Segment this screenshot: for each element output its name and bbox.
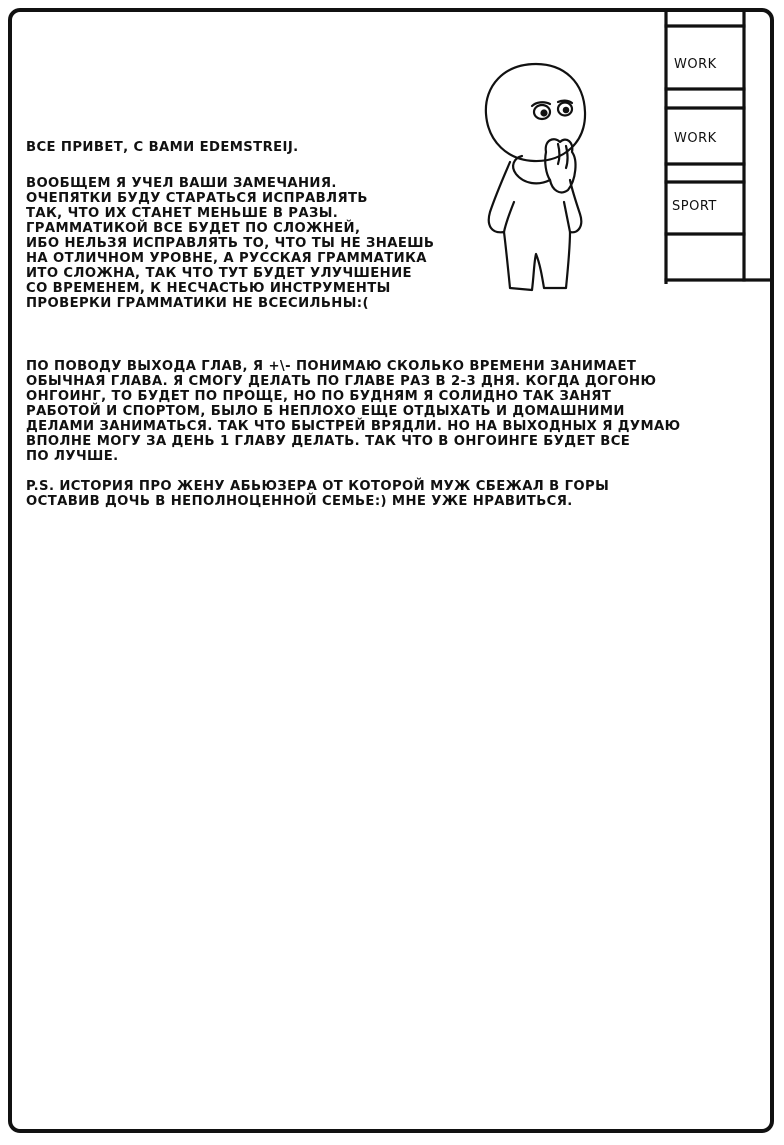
text-line: НА ОТЛИЧНОМ УРОВНЕ, А РУССКАЯ ГРАММАТИКА (26, 251, 427, 266)
text-line: ОБЫЧНАЯ ГЛАВА. Я СМОГУ ДЕЛАТЬ ПО ГЛАВЕ РАЗ В 2-3 ДНЯ. КОГДА ДОГОНЮ (26, 374, 657, 389)
comic-panel (8, 8, 774, 1133)
release-schedule-paragraph (26, 359, 681, 464)
text-line: ВООБЩЕМ Я УЧЕЛ ВАШИ ЗАМЕЧАНИЯ. (26, 176, 337, 191)
text-line: ОСТАВИВ ДОЧЬ В НЕПОЛНОЦЕННОЙ СЕМЬЕ:) МНЕ УЖЕ НРАВИТЬСЯ. (26, 494, 573, 509)
text-line: ТАК, ЧТО ИХ СТАНЕТ МЕНЬШЕ В РАЗЫ. (26, 206, 339, 221)
postscript-paragraph (26, 479, 609, 509)
text-line: ВПОЛНЕ МОГУ ЗА ДЕНЬ 1 ГЛАВУ ДЕЛАТЬ. ТАК ЧТО В ОНГОИНГЕ БУДЕТ ВСЕ (26, 434, 631, 449)
shelf-label-sport: SPORT (672, 199, 717, 214)
text-line: ОНГОИНГ, ТО БУДЕТ ПО ПРОЩЕ, НО ПО БУДНЯМ Я СОЛИДНО ТАК ЗАНЯТ (26, 389, 612, 404)
shelf-drawing (662, 8, 774, 284)
text-line: РАБОТОЙ И СПОРТОМ, БЫЛО Б НЕПЛОХО ЕЩЕ ОТДЫХАТЬ И ДОМАШНИМИ (26, 404, 625, 419)
text-line: P.S. ИСТОРИЯ ПРО ЖЕНУ АБЬЮЗЕРА ОТ КОТОРОЙ МУЖ СБЕЖАЛ В ГОРЫ (26, 479, 610, 494)
text-line: ОЧЕПЯТКИ БУДУ СТАРАТЬСЯ ИСПРАВЛЯТЬ (26, 191, 368, 206)
text-line: ПО ПОВОДУ ВЫХОДА ГЛАВ, Я +\- ПОНИМАЮ СКОЛЬКО ВРЕМЕНИ ЗАНИМАЕТ (26, 359, 637, 374)
thinking-character-drawing (474, 62, 604, 302)
text-line: ИТО СЛОЖНА, ТАК ЧТО ТУТ БУДЕТ УЛУЧШЕНИЕ (26, 266, 412, 281)
feedback-paragraph (26, 176, 434, 311)
text-line: ИБО НЕЛЬЗЯ ИСПРАВЛЯТЬ ТО, ЧТО ТЫ НЕ ЗНАЕШЬ (26, 236, 435, 251)
greeting-text: ВСЕ ПРИВЕТ, С ВАМИ EDEMSTREIJ. (26, 140, 299, 155)
text-line: ПО ЛУЧШЕ. (26, 449, 119, 464)
text-line: ГРАММАТИКОЙ ВСЕ БУДЕТ ПО СЛОЖНЕЙ, (26, 221, 361, 236)
ink-dot (771, 325, 774, 329)
shelf-label-work-1: WORK (674, 57, 717, 72)
shelf-label-work-2: WORK (674, 131, 717, 146)
text-line: ДЕЛАМИ ЗАНИМАТЬСЯ. ТАК ЧТО БЫСТРЕЙ ВРЯДЛИ. НО НА ВЫХОДНЫХ Я ДУМАЮ (26, 419, 681, 434)
text-line: ПРОВЕРКИ ГРАММАТИКИ НЕ ВСЕСИЛЬНЫ:( (26, 296, 369, 311)
text-line: СО ВРЕМЕНЕМ, К НЕСЧАСТЬЮ ИНСТРУМЕНТЫ (26, 281, 391, 296)
